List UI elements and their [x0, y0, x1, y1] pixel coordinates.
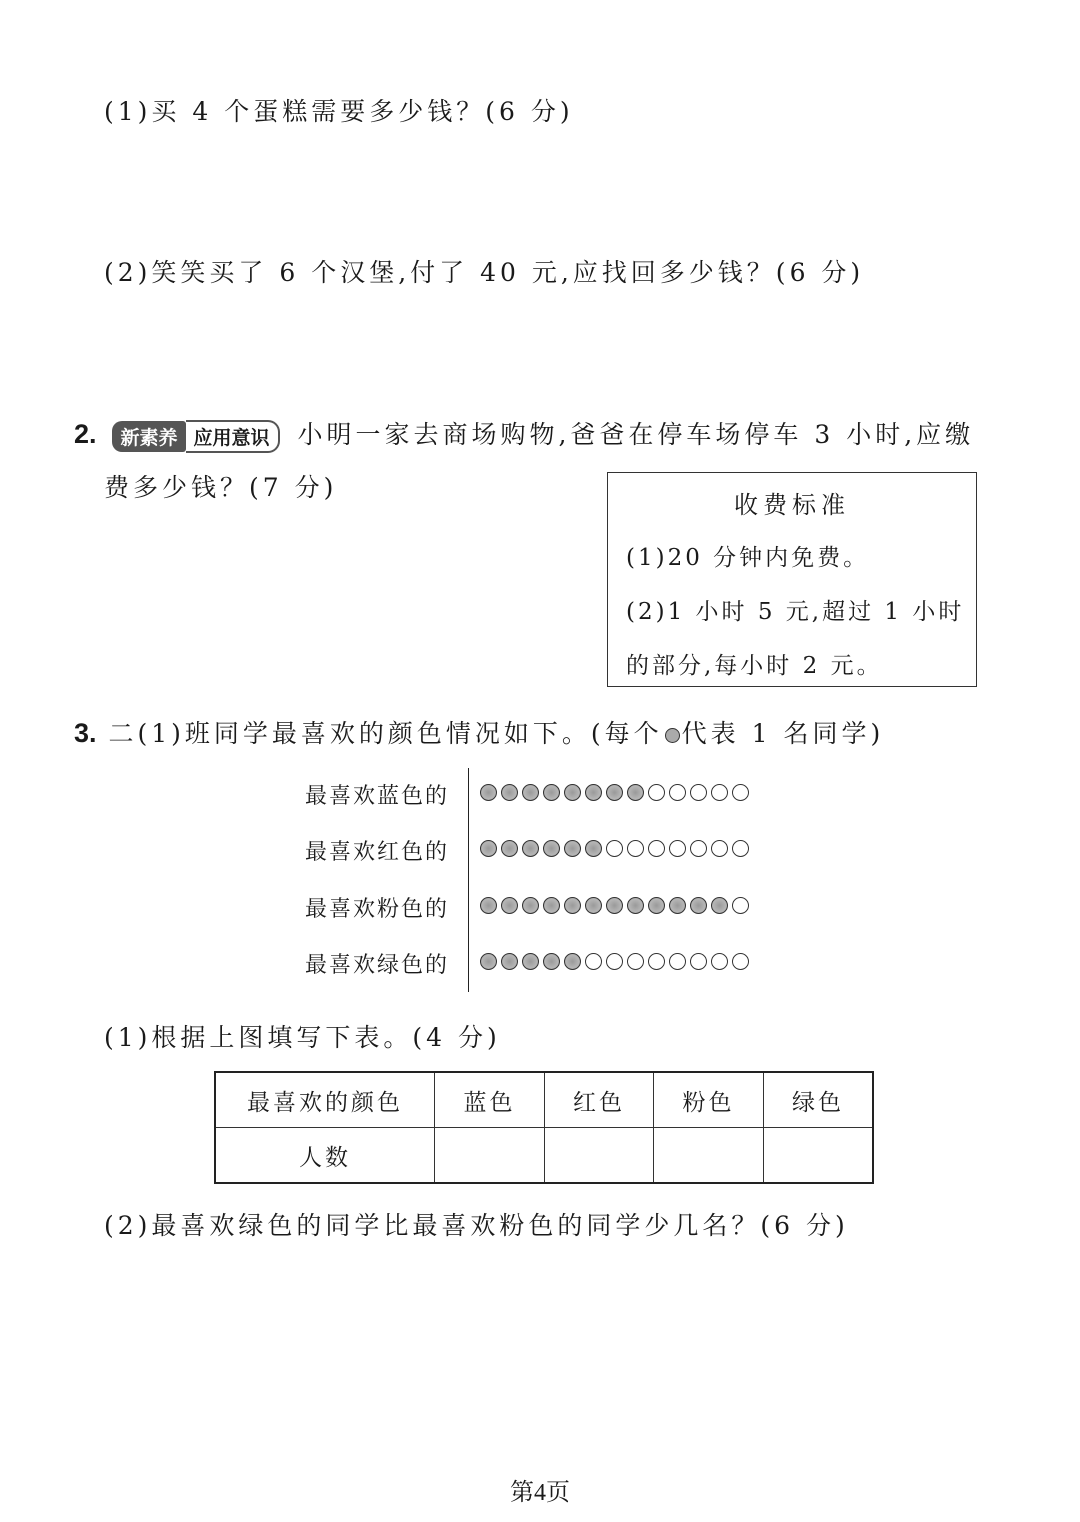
- pict-row-blue: [480, 784, 749, 801]
- table-header-cell: 最喜欢的颜色: [215, 1072, 435, 1128]
- empty-circle-icon: [732, 784, 749, 801]
- q3-part2: (2)最喜欢绿色的同学比最喜欢粉色的同学少几名？(6 分): [104, 1211, 849, 1240]
- filled-circle-icon: [543, 953, 560, 970]
- empty-circle-icon: [585, 953, 602, 970]
- filled-circle-icon: [564, 784, 581, 801]
- pict-row-pink: [480, 897, 749, 914]
- pict-label-green: 最喜欢绿色的: [305, 953, 450, 978]
- filled-circle-icon: [585, 784, 602, 801]
- filled-circle-icon: [606, 784, 623, 801]
- pictograph-axis-line: [468, 768, 469, 992]
- pict-row-green: [480, 953, 749, 970]
- q2-number: 2.: [74, 419, 97, 449]
- q1-part2: (2)笑笑买了 6 个汉堡,付了 40 元,应找回多少钱？(6 分): [104, 258, 865, 287]
- filled-circle-icon: [690, 897, 707, 914]
- filled-circle-icon: [501, 840, 518, 857]
- q3-intro-before: 二(1)班同学最喜欢的颜色情况如下。(每个: [108, 719, 663, 748]
- fee-line-2: (2)1 小时 5 元,超过 1 小时: [626, 599, 965, 625]
- answer-cell-pink[interactable]: [654, 1128, 764, 1184]
- empty-circle-icon: [690, 840, 707, 857]
- filled-circle-icon: [543, 840, 560, 857]
- empty-circle-icon: [669, 784, 686, 801]
- filled-circle-icon: [543, 784, 560, 801]
- filled-circle-icon: [522, 953, 539, 970]
- table-row-label: 人数: [215, 1128, 435, 1184]
- filled-circle-icon: [648, 897, 665, 914]
- table-header-cell: 红色: [545, 1072, 654, 1128]
- empty-circle-icon: [732, 897, 749, 914]
- empty-circle-icon: [690, 953, 707, 970]
- empty-circle-icon: [627, 840, 644, 857]
- table-header-row: [215, 1072, 873, 1128]
- pict-label-blue: 最喜欢蓝色的: [305, 784, 450, 809]
- filled-circle-icon: [480, 953, 497, 970]
- q2-text-line2: 费多少钱？(7 分): [104, 473, 338, 502]
- empty-circle-icon: [711, 784, 728, 801]
- fee-standard-box: [607, 472, 977, 687]
- q3-intro-after: 代表 1 名同学): [681, 719, 885, 748]
- empty-circle-icon: [669, 953, 686, 970]
- q2-badge: [112, 420, 279, 453]
- pict-label-pink: 最喜欢粉色的: [305, 897, 450, 922]
- filled-circle-icon: [585, 897, 602, 914]
- table-row: [215, 1128, 873, 1184]
- empty-circle-icon: [711, 840, 728, 857]
- q1-part1: (1)买 4 个蛋糕需要多少钱？(6 分): [104, 97, 574, 126]
- filled-circle-icon: [480, 840, 497, 857]
- table-header-cell: 蓝色: [435, 1072, 545, 1128]
- table-header-cell: 绿色: [764, 1072, 874, 1128]
- filled-circle-icon: [627, 897, 644, 914]
- fee-box-title: 收费标准: [734, 491, 850, 519]
- empty-circle-icon: [627, 953, 644, 970]
- pict-row-red: [480, 840, 749, 857]
- badge-new-literacy: 新素养: [112, 421, 185, 452]
- filled-circle-icon: [522, 784, 539, 801]
- pict-label-red: 最喜欢红色的: [305, 840, 450, 865]
- empty-circle-icon: [669, 840, 686, 857]
- answer-cell-red[interactable]: [545, 1128, 654, 1184]
- empty-circle-icon: [732, 953, 749, 970]
- filled-circle-icon: [564, 897, 581, 914]
- filled-circle-icon: [501, 953, 518, 970]
- page-number: 第4页: [510, 1480, 570, 1506]
- fee-line-3: 的部分,每小时 2 元。: [626, 653, 883, 679]
- filled-circle-icon: [669, 897, 686, 914]
- filled-circle-icon: [522, 840, 539, 857]
- empty-circle-icon: [648, 840, 665, 857]
- filled-circle-icon: [480, 897, 497, 914]
- badge-application: 应用意识: [186, 420, 280, 453]
- filled-circle-icon: [585, 840, 602, 857]
- filled-circle-icon: [501, 897, 518, 914]
- q2-text-line1: 小明一家去商场购物,爸爸在停车场停车 3 小时,应缴: [297, 420, 975, 449]
- empty-circle-icon: [690, 784, 707, 801]
- filled-circle-icon: [606, 897, 623, 914]
- empty-circle-icon: [606, 840, 623, 857]
- empty-circle-icon: [648, 784, 665, 801]
- q3-part1: (1)根据上图填写下表。(4 分): [104, 1023, 501, 1052]
- empty-circle-icon: [732, 840, 749, 857]
- filled-circle-icon: [665, 728, 680, 743]
- table-header-cell: 粉色: [654, 1072, 764, 1128]
- fill-in-table: [214, 1071, 874, 1184]
- q2-line1: [74, 415, 974, 453]
- filled-circle-icon: [627, 784, 644, 801]
- filled-circle-icon: [711, 897, 728, 914]
- filled-circle-icon: [543, 897, 560, 914]
- q3-number: 3.: [74, 718, 97, 748]
- q3-intro: [74, 714, 884, 750]
- empty-circle-icon: [606, 953, 623, 970]
- filled-circle-icon: [501, 784, 518, 801]
- fee-line-1: (1)20 分钟内免费。: [626, 545, 870, 571]
- filled-circle-icon: [564, 840, 581, 857]
- filled-circle-icon: [480, 784, 497, 801]
- filled-circle-icon: [522, 897, 539, 914]
- empty-circle-icon: [648, 953, 665, 970]
- answer-cell-blue[interactable]: [435, 1128, 545, 1184]
- filled-circle-icon: [564, 953, 581, 970]
- empty-circle-icon: [711, 953, 728, 970]
- answer-cell-green[interactable]: [764, 1128, 874, 1184]
